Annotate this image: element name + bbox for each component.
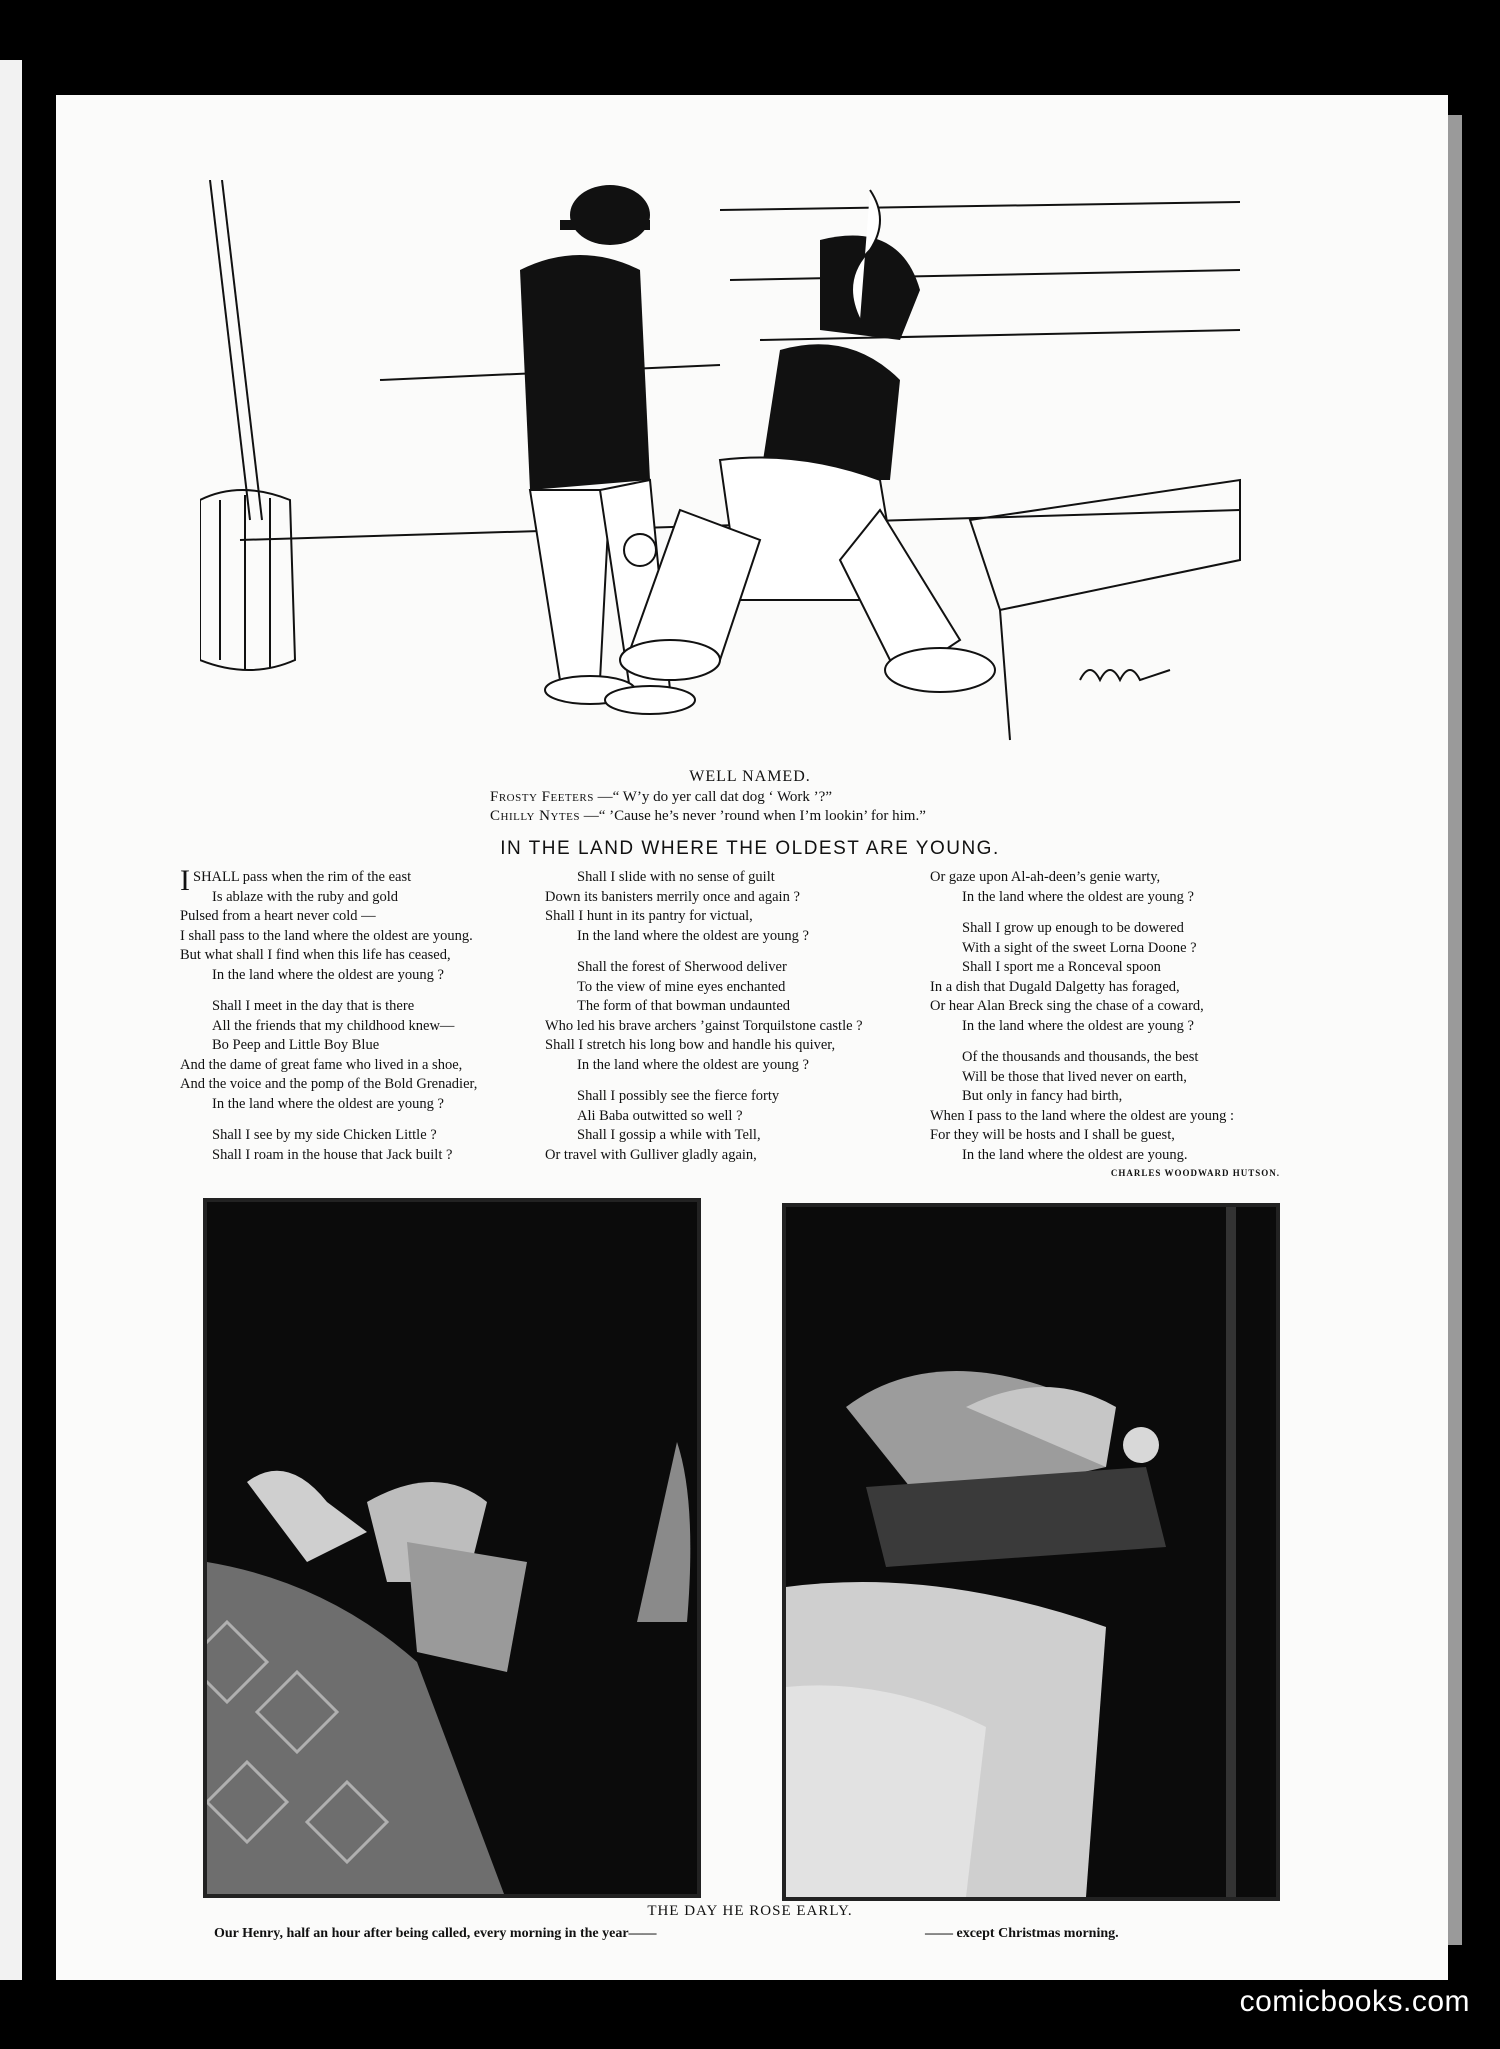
- poem-line: For they will be hosts and I shall be guest,: [930, 1127, 1175, 1143]
- drop-cap: I: [180, 864, 190, 897]
- poem-line: Shall I grow up enough to be dowered: [962, 920, 1184, 936]
- photo-henry-asleep: [203, 1198, 701, 1898]
- poem-line: In the land where the oldest are young ?: [962, 888, 1194, 905]
- poem-line: ISHALL pass when the rim of the east: [180, 864, 412, 897]
- poem-line: In the land where the oldest are young ?: [212, 966, 444, 983]
- poem-line: Pulsed from a heart never cold —: [180, 908, 376, 924]
- photo-bed-sleeping: [207, 1202, 697, 1894]
- poem-line: But only in fancy had birth,: [962, 1088, 1123, 1104]
- poem-line: Is ablaze with the ruby and gold: [212, 888, 399, 905]
- poem-title: IN THE LAND WHERE THE OLDEST ARE YOUNG.: [500, 838, 1000, 859]
- poem-column-3: [930, 868, 1310, 1165]
- poem-line: All the friends that my childhood knew—: [212, 1017, 455, 1034]
- poem-column-1: [180, 864, 535, 1165]
- photos-caption-title: THE DAY HE ROSE EARLY.: [647, 1903, 853, 1919]
- poem-line: With a sight of the sweet Lorna Doone ?: [962, 939, 1197, 956]
- poem-line: Shall I possibly see the fierce forty: [577, 1088, 780, 1104]
- poem-line: In the land where the oldest are young ?: [962, 1017, 1194, 1034]
- poem-line: [180, 985, 535, 997]
- poem-line: In the land where the oldest are young ?: [577, 927, 809, 944]
- poem-line: To the view of mine eyes enchanted: [577, 978, 786, 995]
- poem-line: [545, 1075, 925, 1087]
- poem-line: Down its banisters merrily once and again ?: [545, 888, 800, 905]
- poem-line: Ali Baba outwitted so well ?: [577, 1107, 743, 1124]
- poem-line: But what shall I find when this life has ceased,: [180, 947, 451, 963]
- poem-line: Shall I sport me a Ronceval spoon: [962, 959, 1161, 975]
- poem-line: Or gaze upon Al-ah-deen’s genie warty,: [930, 869, 1161, 885]
- poem-line: Shall the forest of Sherwood deliver: [577, 959, 787, 975]
- poem-line: In the land where the oldest are young ?: [212, 1095, 444, 1112]
- speaker-name: Frosty Feeters: [490, 789, 594, 805]
- spoken-line: —“ ’Cause he’s never ’round when I’m lookin’ for him.”: [583, 808, 926, 824]
- poem-line: When I pass to the land where the oldest are young :: [930, 1107, 1235, 1124]
- spoken-line: —“ W’y do yer call dat dog ‘ Work ’?”: [597, 789, 832, 805]
- poem-line: In the land where the oldest are young.: [962, 1146, 1188, 1163]
- photo-bed-rising: [786, 1207, 1276, 1897]
- poem-line: Who led his brave archers ’gainst Torquilstone castle ?: [545, 1017, 863, 1034]
- poem-line: Of the thousands and thousands, the best: [962, 1049, 1199, 1065]
- photo-henry-christmas: [782, 1203, 1280, 1901]
- poem-line: Shall I meet in the day that is there: [212, 998, 415, 1014]
- poem-line: Shall I see by my side Chicken Little ?: [212, 1127, 437, 1143]
- poem-author: CHARLES WOODWARD HUTSON.: [1110, 1168, 1280, 1178]
- tramps-cartoon-drawing: [200, 180, 1245, 765]
- cartoon-caption-title: WELL NAMED.: [689, 768, 811, 785]
- poem-line: Will be those that lived never on earth,: [962, 1068, 1187, 1085]
- poem-line: In a dish that Dugald Dalgetty has foraged,: [930, 978, 1180, 995]
- cartoon-illustration: [200, 180, 1245, 765]
- poem-line: I shall pass to the land where the oldest are young.: [180, 927, 473, 944]
- poem-line: Shall I slide with no sense of guilt: [577, 869, 775, 885]
- poem-line: Shall I gossip a while with Tell,: [577, 1127, 761, 1143]
- poem-line: Shall I stretch his long bow and handle his quiver,: [545, 1037, 836, 1053]
- dialogue-line-2: [490, 807, 1110, 826]
- adjacent-page-edge: [0, 60, 22, 1980]
- cartoon-dialogue: [490, 788, 1110, 826]
- photo-caption-right: —— except Christmas morning.: [925, 1926, 1119, 1941]
- poem-line: In the land where the oldest are young ?: [577, 1056, 809, 1073]
- poem-line: Shall I hunt in its pantry for victual,: [545, 908, 753, 924]
- poem-line: [930, 907, 1310, 919]
- poem-line: Shall I roam in the house that Jack built ?: [212, 1146, 453, 1163]
- poem-line: And the voice and the pomp of the Bold Grenadier,: [180, 1076, 478, 1092]
- poem-column-2: [545, 868, 925, 1165]
- page-edge-shadow: [1448, 115, 1462, 1945]
- poem-line: Or travel with Gulliver gladly again,: [545, 1146, 757, 1163]
- speaker-name: Chilly Nytes: [490, 808, 580, 824]
- dialogue-line-1: [490, 788, 1110, 807]
- poem-line: [930, 1036, 1310, 1048]
- poem-line: Bo Peep and Little Boy Blue: [212, 1037, 380, 1053]
- site-watermark: comicbooks.com: [1239, 1985, 1470, 2018]
- poem-line: [180, 1114, 535, 1126]
- photo-caption-left: Our Henry, half an hour after being called, every morning in the year——: [214, 1926, 657, 1941]
- poem-line: And the dame of great fame who lived in a shoe,: [180, 1056, 463, 1073]
- poem-line: [545, 946, 925, 958]
- poem-line: The form of that bowman undaunted: [577, 998, 791, 1014]
- poem-line: Or hear Alan Breck sing the chase of a coward,: [930, 998, 1204, 1014]
